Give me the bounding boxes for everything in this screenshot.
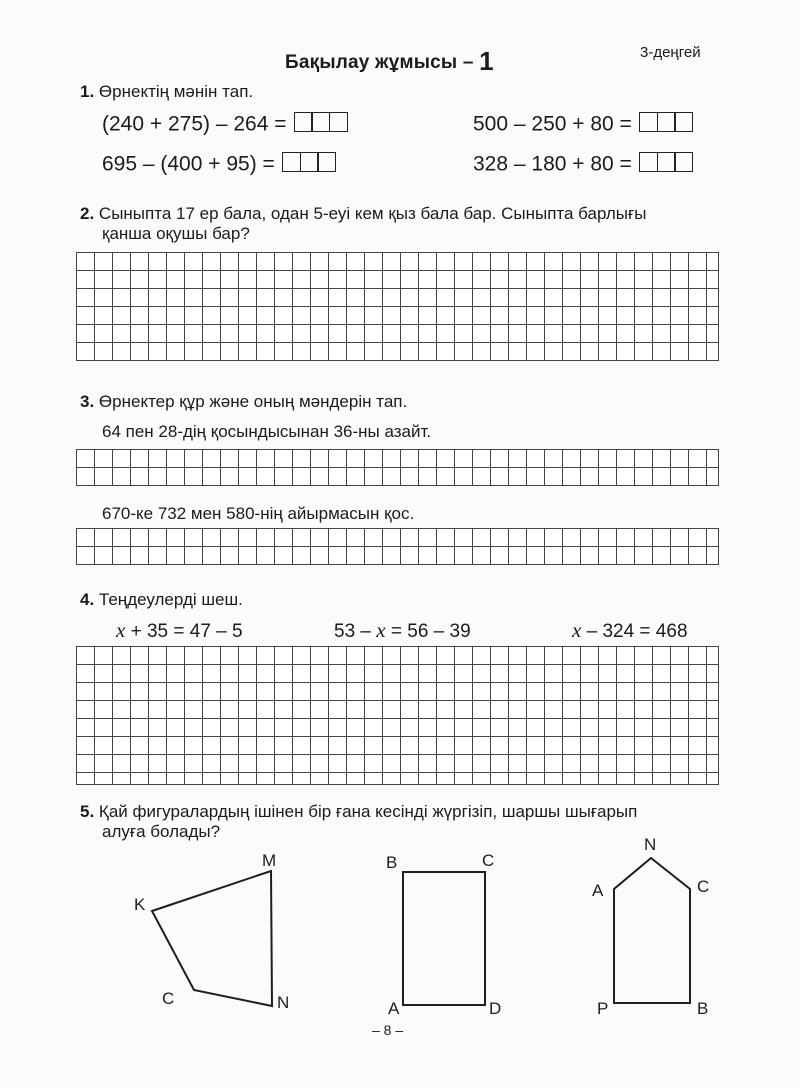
eq3-rest: – 324 = 468 xyxy=(581,621,688,642)
page-number: – 8 – xyxy=(372,1022,404,1038)
task3-part-a: 64 пен 28-дің қосындысынан 36-ны азайт. xyxy=(102,422,432,441)
fig3-label-n: N xyxy=(644,835,657,854)
task3-part-b: 670-ке 732 мен 580-нің айырмасын қос. xyxy=(102,504,415,523)
task4-text: Теңдеулерді шеш. xyxy=(98,590,243,609)
figure-abcd-rectangle xyxy=(403,872,485,1005)
expr-b-text: 500 – 250 + 80 = xyxy=(473,112,632,136)
fig3-label-a: A xyxy=(592,881,604,900)
task5-number: 5. xyxy=(80,802,95,821)
task2-line2: қанша оқушы бар? xyxy=(102,224,250,243)
fig2-label-a: A xyxy=(388,999,400,1018)
title-number: 1 xyxy=(479,46,494,76)
fig2-label-c: C xyxy=(482,851,495,870)
eq2-rest: = 56 – 39 xyxy=(385,621,471,642)
expr-d-text: 328 – 180 + 80 = xyxy=(473,152,632,176)
fig1-label-m: M xyxy=(262,851,277,870)
fig3-label-b: B xyxy=(697,999,709,1018)
task3-text: Өрнектер құр және оның мәндерін тап. xyxy=(98,392,408,411)
fig1-label-n: N xyxy=(277,993,290,1012)
figure-kmnc-quadrilateral xyxy=(152,871,272,1006)
eq1-variable: x xyxy=(116,618,126,642)
task1-number: 1. xyxy=(80,82,95,101)
task5-line1: Қай фигуралардың ішінен бір ғана кесінді жүргізіп, шаршы шығарып xyxy=(98,802,638,821)
task5-line2: алуға болады? xyxy=(102,822,221,841)
fig3-label-c: C xyxy=(697,877,710,896)
fig3-label-p: P xyxy=(597,999,609,1018)
title-text: Бақылау жұмысы – xyxy=(285,52,474,73)
fig1-label-c: C xyxy=(162,989,175,1008)
eq1-rest: + 35 = 47 – 5 xyxy=(125,621,243,642)
difficulty-level: 3-деңгей xyxy=(640,44,701,61)
task4-number: 4. xyxy=(80,590,95,609)
eq3-variable: x xyxy=(572,618,582,642)
eq2-left: 53 – xyxy=(334,621,377,642)
task2-number: 2. xyxy=(80,204,95,223)
figure-ancbp-pentagon xyxy=(614,858,690,1003)
expr-a-text: (240 + 275) – 264 = xyxy=(102,112,287,136)
task2-line1: Сыныпта 17 ер бала, одан 5-еуі кем қыз бала бар. Сыныпта барлығы xyxy=(98,204,647,223)
expr-c-text: 695 – (400 + 95) = xyxy=(102,152,275,176)
fig2-label-d: D xyxy=(489,999,502,1018)
fig2-label-b: B xyxy=(386,853,398,872)
eq2-variable: x xyxy=(376,618,386,642)
task3-number: 3. xyxy=(80,392,95,411)
task1-text: Өрнектің мәнін тап. xyxy=(98,82,254,101)
fig1-label-k: K xyxy=(134,895,146,914)
